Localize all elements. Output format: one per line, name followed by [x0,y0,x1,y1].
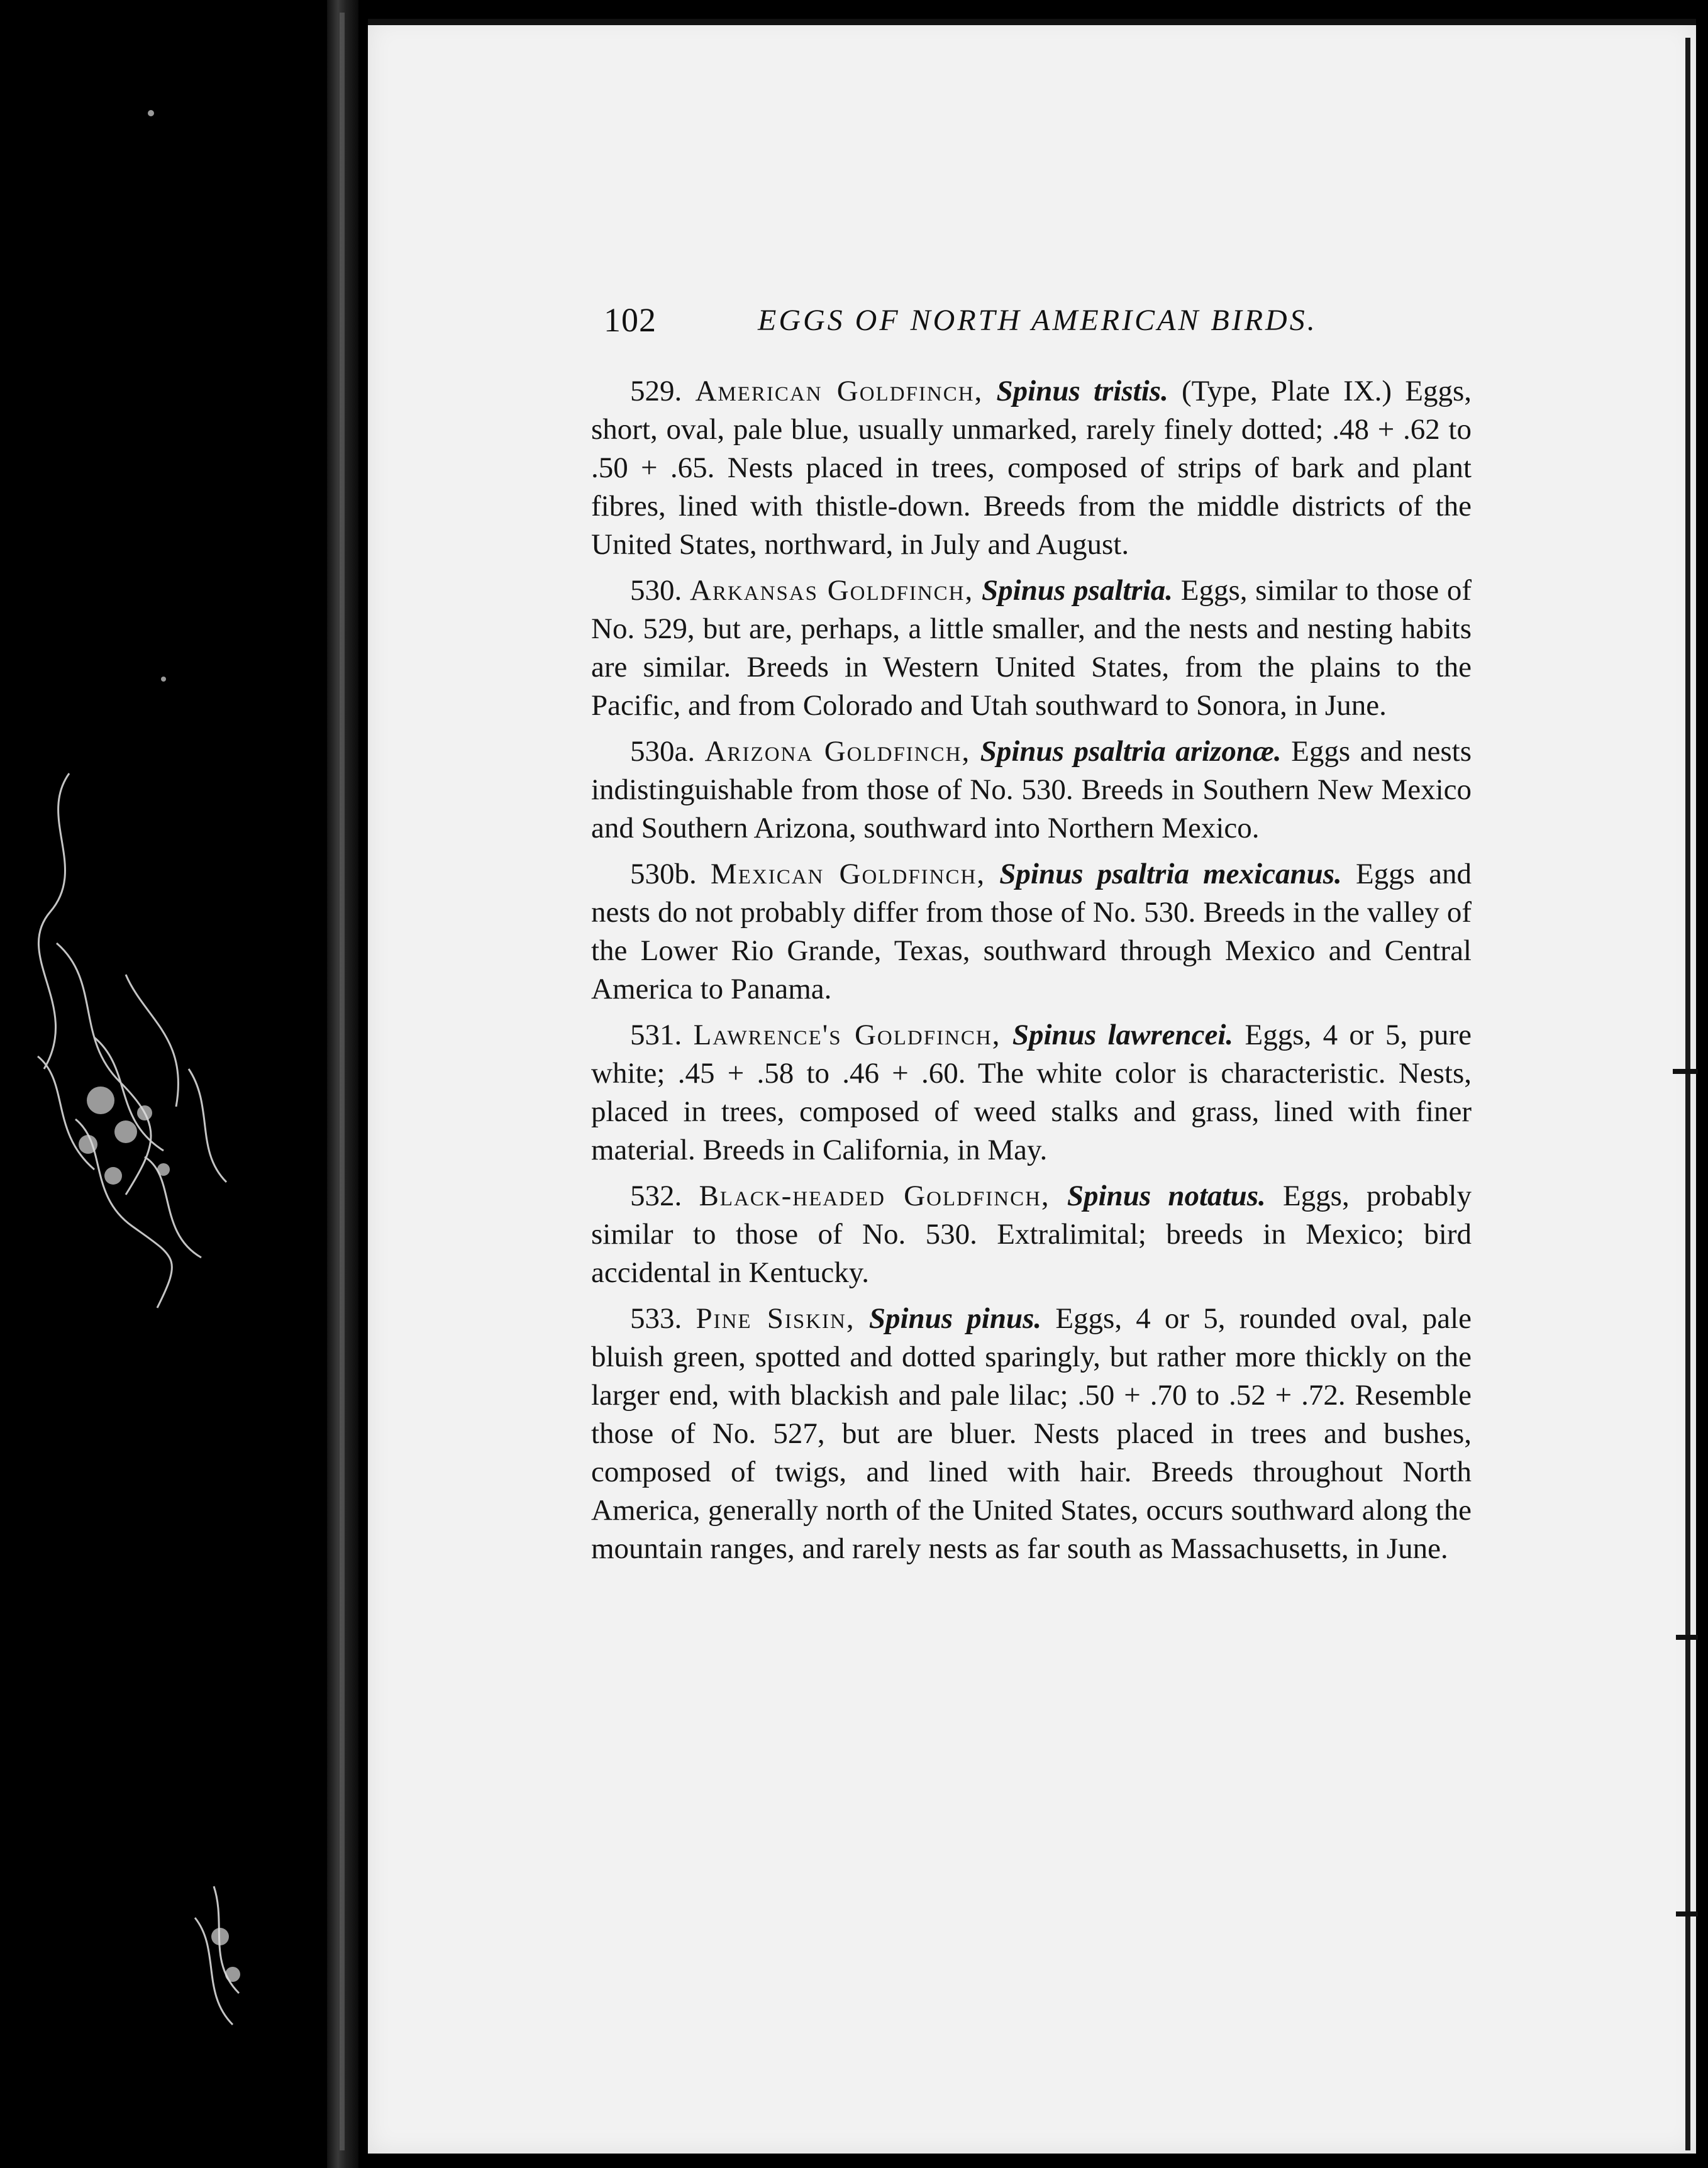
page-body [591,372,1472,1576]
entry-description: Eggs, probably similar to those of No. 530. Extralimital; breeds in Mexico; bird accidental in Kentucky. [591,1180,1472,1289]
page-header [604,301,1333,345]
species-entry-531 [591,1016,1472,1170]
page-number: 102 [604,301,657,339]
species-entry-530 [591,572,1472,725]
fore-edge-mark [1676,1911,1698,1916]
entry-number: 533. [630,1302,682,1335]
entry-description: Eggs and nests do not probably differ from those of No. 530. Breeds in the valley of the Lower Rio Grande, Texas, southward through Mexico and Central America to Panama. [591,858,1472,1005]
scientific-name: Spinus notatus. [1067,1180,1266,1212]
entry-number: 530b. [630,858,697,890]
entry-description: Eggs, 4 or 5, pure white; .45 + .58 to .46 + .60. The white color is characteristic. Nests, placed in trees, composed of weed stalks and grass, lined with finer material. Breeds in California, in May. [591,1019,1472,1166]
species-entry-533 [591,1300,1472,1568]
entry-number: 531. [630,1019,682,1051]
entry-description: Eggs, 4 or 5, rounded oval, pale bluish green, spotted and dotted sparingly, but rather more thickly on the larger end, with blackish and pale lilac; .50 + .70 to .52 + .72. Resemble those of No. 527, but are bluer. Nests placed in trees and bushes, composed of twigs, and lined with hair. Breeds throughout North America, generally north of the United States, occurs southward along the mountain ranges, and rarely nests as far south as Massachusetts, in June. [591,1302,1472,1565]
fore-edge-mark [1673,1069,1698,1074]
entry-number: 530a. [630,735,696,768]
scientific-name: Spinus psaltria mexicanus. [999,858,1342,890]
frayed-binding-fibers [0,0,352,2168]
page-top-edge [368,19,1696,25]
common-name: Lawrence's Goldfinch, [693,1019,1001,1051]
common-name: Arizona Goldfinch, [704,735,971,768]
page-fore-edge [1685,38,1690,2150]
fore-edge-mark [1676,1635,1698,1640]
species-entry-530b [591,855,1472,1009]
common-name: Arkansas Goldfinch, [690,574,974,607]
common-name: Mexican Goldfinch, [710,858,986,890]
common-name: Pine Siskin, [696,1302,855,1335]
scientific-name: Spinus lawrencei. [1012,1019,1234,1051]
entry-description: Eggs and nests indistinguishable from those of No. 530. Breeds in Southern New Mexico and Southern Arizona, southward into Northern Mexico. [591,735,1472,844]
book-board-edge-highlight [340,13,345,2150]
scientific-name: Spinus pinus. [868,1302,1042,1335]
scientific-name: Spinus psaltria arizonæ. [980,735,1282,768]
entry-description: (Type, Plate IX.) Eggs, short, oval, pale blue, usually unmarked, rarely finely dotted; .48 + .62 to .50 + .65. Nests placed in trees, composed of strips of bark and plant fibres, lined with thistle-down. Breeds from the middle districts of the United States, northward, in July and August. [591,375,1472,561]
running-title: EGGS OF NORTH AMERICAN BIRDS. [758,304,1317,337]
entry-description: Eggs, similar to those of No. 529, but are, perhaps, a little smaller, and the nests and nesting habits are similar. Breeds in Western United States, from the plains to the Pacific, and from Colorado and Utah southward to Sonora, in June. [591,574,1472,722]
scientific-name: Spinus tristis. [996,375,1168,407]
common-name: Black-headed Goldfinch, [699,1180,1050,1212]
entry-number: 529. [630,375,682,407]
species-entry-529 [591,372,1472,564]
species-entry-530a [591,733,1472,848]
species-entry-532 [591,1177,1472,1292]
entry-number: 530. [630,574,682,607]
entry-number: 532. [630,1180,682,1212]
scientific-name: Spinus psaltria. [982,574,1173,607]
common-name: American Goldfinch, [695,375,984,407]
